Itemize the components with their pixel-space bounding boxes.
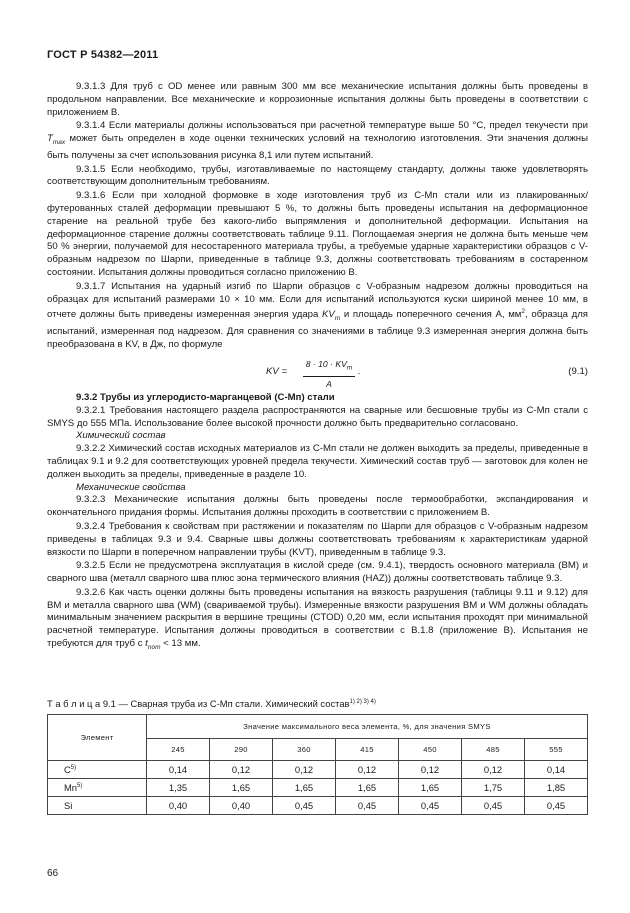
table-cell: 1,85 <box>525 779 588 797</box>
table-cell: 0,45 <box>336 797 399 815</box>
header-smys-group: Значение максимального веса элемента, %, для значения SMYS <box>147 715 588 739</box>
table-cell: 1,35 <box>147 779 210 797</box>
header-smys: 450 <box>399 739 462 761</box>
table-cell: 0,14 <box>147 761 210 779</box>
header-smys: 245 <box>147 739 210 761</box>
table-cell: 0,12 <box>210 761 273 779</box>
formula-number: (9.1) <box>568 365 588 377</box>
table-cell: 0,45 <box>399 797 462 815</box>
document-body <box>47 81 588 655</box>
header-element: Элемент <box>48 715 147 761</box>
table-cell: 0,12 <box>336 761 399 779</box>
table-cell: 0,40 <box>210 797 273 815</box>
paragraph-9-3-2-2: 9.3.2.2 Химический состав исходных материалов из С-Мп стали не должен выходить за пределы, приведенные в таблицах 9.1 и 9.2 для соответствующих уровней предела текучести. Химический состав труб — заготовок для колен не должен выходить за пределы, приведенные в разделе 10. <box>47 443 588 480</box>
paragraph-9-3-2-6: 9.3.2.6 Как часть оценки должны быть проведены испытания на вязкость разрушения (таблицы 9.11 и 9.12) для ВМ и металла сварного шва (WM) (свариваемой трубы). Измеренные вязкости разрушения ВМ и WM должны обладать минимальным значением раскрытия в вершине трещины (CTOD) 0,20 мм, если испытания проходят при минимальной расчетной температуре. Испытания должны проводиться в соответствии с В.1.8 (приложение В). Испытания не требуются для труб с $t_{nom} < 13$ мм. <box>47 586 588 651</box>
header-smys: 555 <box>525 739 588 761</box>
table-cell: 1,65 <box>273 779 336 797</box>
paragraph-9-3-1-3: 9.3.1.3 Для труб с OD менее или равным 300 мм все механические испытания должны быть проведены в продольном направлении. Все механические и коррозионные испытания должны быть проведены в соответствии с приложением В. <box>47 81 588 118</box>
section-heading-9-3-2: 9.3.2 Трубы из углеродисто-марганцевой (С-Мп) стали <box>76 391 335 403</box>
table-cell: 1,65 <box>399 779 462 797</box>
table-cell: 0,12 <box>462 761 525 779</box>
formula-numerator: $8 \cdot 10 \cdot KV_m$ <box>303 358 355 378</box>
table-row <box>48 779 588 797</box>
row-element-name: Mn$^{5)}$ <box>48 779 147 797</box>
table-cell: 1,75 <box>462 779 525 797</box>
header-smys: 360 <box>273 739 336 761</box>
formula-fraction <box>303 358 355 391</box>
table-row <box>48 797 588 815</box>
header-smys: 485 <box>462 739 525 761</box>
table-cell: 1,65 <box>336 779 399 797</box>
paragraph-9-3-2-1: 9.3.2.1 Требования настоящего раздела распространяются на сварные или бесшовные трубы из С-Мп стали с SMYS до 555 МПа. Использование более высокой прочности должно быть предварительно согласовано. <box>47 404 588 429</box>
page-number: 66 <box>47 868 59 879</box>
paragraph-9-3-1-6: 9.3.1.6 Если при холодной формовке в ходе изготовления труб из С-Мп стали или из плакированных/футерованных сталей деформации превышают 5 %, то должны быть проведены испытания на деформационное старение на реальной трубе без какого-либо выпрямления и дополнительной деформации. Испытания на деформационное старение должны соответствовать таблице 9.11. Поглощаемая энергия не должна быть меньше чем 50 % энергии, получаемой для несостаренного материала трубы, а требуемые ударные характеристики образцов с V-образным надрезом по Шарпи, приведенные в таблице 9.3, должны соответствовать требованиям в состаренном состоянии. Испытания должны проводиться согласно приложению В. <box>47 190 588 279</box>
row-element-name: $C^{5)}$ <box>48 761 147 779</box>
table-cell: 0,45 <box>525 797 588 815</box>
table-cell: 0,45 <box>462 797 525 815</box>
paragraph-9-3-1-5: 9.3.1.5 Если необходимо, трубы, изготавливаемые по настоящему стандарту, должны также удовлетворять соответствующим дополнительным требованиям. <box>47 163 588 188</box>
table-cell: 0,40 <box>147 797 210 815</box>
table-cell: 0,12 <box>273 761 336 779</box>
paragraph-9-3-2-5: 9.3.2.5 Если не предусмотрена эксплуатация в кислой среде (см. 9.4.1), твердость основного материала (ВМ) и сварного шва (металл сварного шва плюс зона термического влияния (HAZ)) должны соответствовать таблице 9.3. <box>47 560 588 585</box>
formula-lhs: KV = <box>266 365 288 377</box>
table-cell: 0,14 <box>525 761 588 779</box>
table-cell: 0,45 <box>273 797 336 815</box>
formula-9-1 <box>47 358 588 388</box>
table-row <box>48 761 588 779</box>
table-caption: Т а б л и ц а 9.1 — Сварная труба из С-Мп стали. Химический состав$^{1) 2) 3) 4)}$ <box>47 698 376 709</box>
row-element-name: Si <box>48 797 147 815</box>
paragraph-9-3-1-7: 9.3.1.7 Испытания на ударный изгиб по Шарпи образцов с V-образным надрезом должны проводиться на образцах для испытаний размерами 10 × 10 мм. Если для испытаний используются куски шириной менее 10 мм, в отчете должны быть приведены измеренная энергия удара $KV_m$ и площадь поперечного сечения А, $мм^2$, образца для испытаний, измеренная под надрезом. Для сравнения со значениями в таблице 9.3 измеренная энергия должна быть преобразована в KV, в Дж, по формуле <box>47 280 589 351</box>
subheading-chemical-composition: Химический состав <box>76 430 166 442</box>
chemical-composition-table <box>47 714 588 815</box>
subheading-mechanical-properties: Механические свойства <box>76 481 186 493</box>
header-smys: 415 <box>336 739 399 761</box>
paragraph-9-3-1-4: 9.3.1.4 Если материалы должны использоваться при расчетной температуре выше 50 °С, предел текучести при $T_{max}$ может быть определен в ходе оценки технических условий на технологию изготовления. Эти значения должны быть получены за счет использования рисунка 8,1 или путем испытаний. <box>47 120 588 161</box>
paragraph-9-3-2-4: 9.3.2.4 Требования к свойствам при растяжении и показателям по Шарпи для образцов с V-образным надрезом приведены в таблицах 9.3 и 9.4. Сварные швы должны соответствовать требованиям к характеристикам ударной вязкости по Шарпи в поперечном направлении трубы (KVT), приведенным в таблице 9.3. <box>47 520 588 558</box>
header-smys: 290 <box>210 739 273 761</box>
document-header: ГОСТ Р 54382—2011 <box>47 49 159 61</box>
table-caption-notes: 1) 2) 3) 4) <box>349 698 376 705</box>
paragraph-9-3-2-3: 9.3.2.3 Механические испытания должны быть проведены после термообработки, экспандирования и окончательного придания формы. Испытания должны проходить в соответствии с приложением В. <box>47 494 588 519</box>
table-cell: 0,12 <box>399 761 462 779</box>
table-cell: 1,65 <box>210 779 273 797</box>
formula-denominator: A <box>326 379 332 390</box>
formula-tail: . <box>358 365 361 377</box>
